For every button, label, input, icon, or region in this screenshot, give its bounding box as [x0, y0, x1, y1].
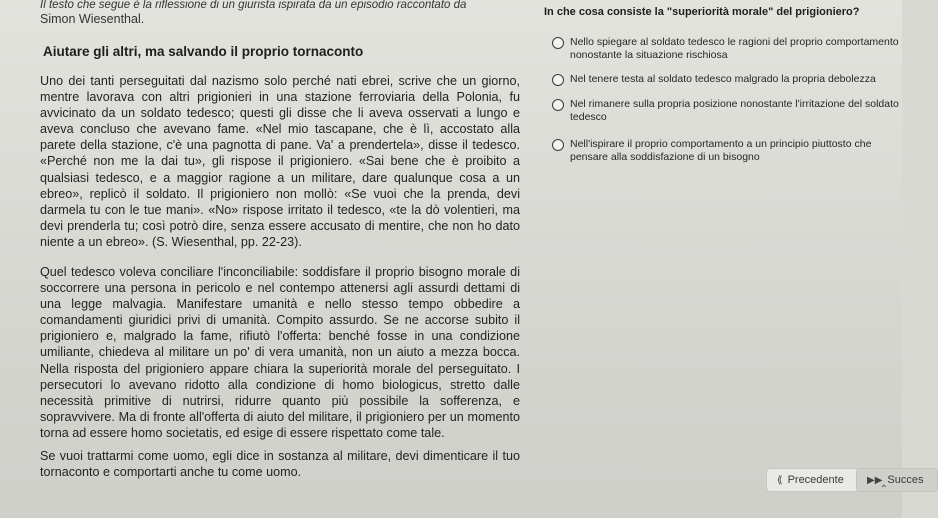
- radio-button-icon[interactable]: [552, 139, 564, 151]
- passage-paragraph-3: Se vuoi trattarmi come uomo, egli dice in sostanza al militare, devi dimenticare il tuo tornaconto e comportarti anche tu come uomo.: [40, 449, 520, 480]
- answer-option-3[interactable]: [552, 98, 902, 124]
- answer-option-1[interactable]: [552, 36, 902, 62]
- answer-option-1-label: Nello spiegare al soldato tedesco le ragioni del proprio comportamento nonostante la situazione rischiosa: [570, 36, 899, 61]
- passage-title: Aiutare gli altri, ma salvando il proprio tornaconto: [43, 44, 364, 59]
- answer-option-3-label: Nel rimanere sulla propria posizione nonostante l'irritazione del soldato tedesco: [570, 98, 899, 123]
- previous-button[interactable]: [766, 468, 868, 492]
- answer-option-2-label: Nel tenere testa al soldato tedesco malgrado la propria debolezza: [570, 73, 876, 85]
- radio-button-icon[interactable]: [552, 74, 564, 86]
- intro-sentence: Il testo che segue è la riflessione di un giurista ispirata da un episodio raccontato da: [40, 0, 467, 11]
- answer-option-4-label: Nell'ispirare il proprio comportamento a un principio piuttosto che pensare alla soddisfazione di un bisogno: [570, 138, 872, 163]
- reading-pane: [40, 0, 522, 518]
- question-text: In che cosa consiste la "superiorità morale" del prigioniero?: [544, 6, 860, 18]
- answer-option-2[interactable]: [552, 73, 902, 86]
- previous-button-label: Precedente: [787, 474, 844, 486]
- answer-option-4[interactable]: [552, 138, 902, 164]
- radio-button-icon[interactable]: [552, 99, 564, 111]
- next-button[interactable]: [856, 468, 938, 492]
- passage-paragraph-1: Uno dei tanti perseguitati dal nazismo solo perché nati ebrei, scrive che un giorno, mentre lavorava con altri prigionieri in una stazione ferroviaria della Polonia, fu avvicinato da un soldato tedesco; questi gli disse che li aveva osservati a lungo e aveva concluso che avevano fame. «Nel mio tascapane, che è lì, accostato alla parete della stazione, c'è una pagnotta di pane. Va' a prendertela», disse il tedesco. «Perché non me la dai tu», gli rispose il prigioniero. «Sai bene che è proibito a qualsiasi tedesco, e a maggior ragione a un militare, dare qualunque cosa a un ebreo», replicò il soldato. Il prigioniero non mollò: «Se vuoi che la prenda, devi darmela tu con le tue mani». «No» rispose irritato il tedesco, «te la dò volentieri, ma devi prenderla tu; così potrò dire, senza essere accusato di mentire, che non ho dato niente a un ebreo». (S. Wiesenthal, pp. 22-23).: [40, 74, 520, 249]
- next-button-label: Succes: [887, 474, 924, 486]
- double-chevron-right-icon: ▶▶: [867, 474, 883, 486]
- passage-paragraph-2: Quel tedesco voleva conciliare l'inconciliabile: soddisfare il proprio bisogno morale di soccorrere una persona in pericolo e nel contempo attenersi agli assurdi dettami di una legge malvagia. Manifestare umanità e nello stesso tempo obbedire a comandamenti giuridici privi di umanità. Compito assurdo. Se ne accorse subito il prigioniero e, malgrado la fame, rifiutò l'offerta: benché fosse in una condizione umiliante, chiedeva al militare un po' di vera umanità, non un aiuto a mezza bocca. Nella risposta del prigioniero appare chiara la superiorità morale del perseguitato. I persecutori lo avevano ridotto alla condizione di homo biologicus, stretto dalle necessità primitive di nutrirsi, ridurre quanto più possibile la sofferenza, e sopravvivere. Ma di fronte all'offerta di aiuto del militare, il prigioniero per un momento torna ad essere homo societatis, ed esige di essere rispettato come tale.: [40, 265, 520, 440]
- intro-text: [40, 0, 520, 26]
- intro-author: Simon Wiesenthal.: [40, 12, 145, 26]
- radio-button-icon[interactable]: [552, 37, 564, 49]
- scroll-up-icon[interactable]: ⌃: [879, 484, 888, 495]
- question-pane: [540, 0, 924, 518]
- double-chevron-left-icon: ⟪: [777, 474, 783, 486]
